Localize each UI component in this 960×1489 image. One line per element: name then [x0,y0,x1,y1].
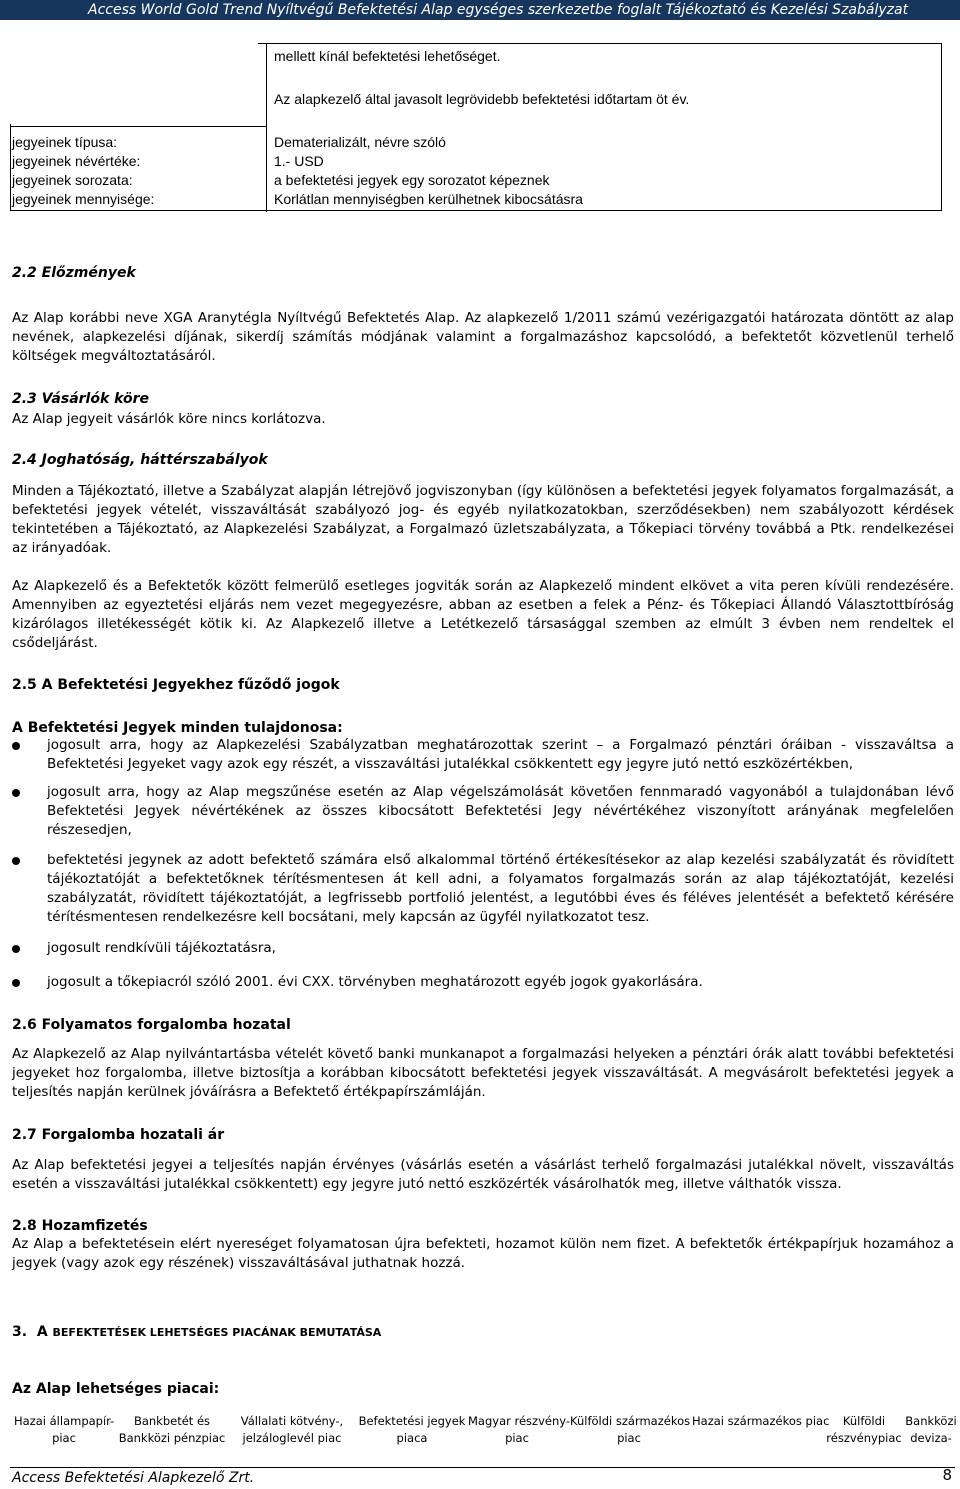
section-2-5-subheading: A Befektetési Jegyek minden tulajdonosa: [12,720,343,736]
market-item [468,1413,571,1447]
table-top-divider [266,44,267,126]
table-value-type: Dematerializált, névre szóló [274,134,446,150]
section-2-3-heading: 2.3 Vásárlók köre [12,391,149,407]
section-2-3-paragraph: Az Alap jegyeit vásárlók köre nincs korlátozva. [12,411,326,427]
market-line-1: Külföldi [842,1414,886,1428]
section-2-6-heading: 2.6 Folyamatos forgalomba hozatal [12,1017,291,1033]
section-3-heading [12,1323,381,1342]
bullet-dot [12,789,20,797]
market-item [118,1413,226,1447]
rights-item-5: jogosult a tőkepiacról szóló 2001. évi CXX. törvényben meghatározott egyéb jogok gyakorlására. [47,974,703,990]
section-2-7-paragraph: Az Alap befektetési jegyei a teljesítés napján érvényes (vásárlás esetén a vásárlást terhelő forgalmazási jutalékkal növelt, visszaváltás esetén a visszaváltási jutalékkal csökkentett) egy jegyre jutó nettó eszközérték vásárolhatók meg, illetve válthatók vissza. [12,1157,954,1192]
market-line-1: Bankbetét és [133,1414,211,1428]
table-top-left-mask [8,40,258,124]
rights-item-4: jogosult rendkívüli tájékoztatásra, [47,940,276,956]
page-number: 8 [942,1466,952,1484]
table-row-top-1: mellett kínál befektetési lehetőséget. [274,48,501,64]
market-line-2: piac [505,1431,529,1445]
market-line-2: részvénypiac [826,1431,902,1445]
table-label-quantity: jegyeinek mennyisége: [12,191,155,207]
section-2-6-paragraph: Az Alapkezelő az Alap nyilvántartásba vételét követő banki munkanapot a forgalmazási helyeken a pénztári órák alatt további befektetési jegyeket hoz forgalomba, illetve biztosítja a korábban kibocsátott befektetési jegyek visszaváltását. A megvásárolt befektetési jegyek a teljesítés napján kerülnek jóváírásra a Befektető értékpapírszámláján. [12,1046,954,1100]
market-line-2: piaca [396,1431,428,1445]
market-item [570,1413,691,1447]
market-line-2: Bankközi pénzpiac [118,1431,226,1445]
section-2-4-paragraph-1: Minden a Tájékoztató, illetve a Szabályzat alapján létrejövő jogviszonyban (így különösen a befektetési jegyek folyamatos forgalmazását, a befektetési jegyek vételét, visszaváltását szabályozó jog- és egyéb nyilatkozatokban, szerződésekben) nem szabályozott kérdések tekintetében a Tájékoztató, az Alapkezelési Szabályzat, a Forgalmazó üzletszabályzata, a Tőkepiaci törvény továbbá a Ptk. rendelkezései az irányadóak. [12,483,954,556]
markets-row [0,1413,960,1447]
rights-item-2: jogosult arra, hogy az Alap megszűnése esetén az Alap végelszámolását követően fennmaradó vagyonából a tulajdonában lévő Befektetési Jegyek névértékének az összes kibocsátott Befektetési Jegy névértékéhez viszonyított arányának megfelelően részesedjen, [47,784,954,838]
footer-company: Access Befektetési Alapkezelő Zrt. [12,1470,255,1486]
table-row-top-2: Az alapkezelő által javasolt legrövidebb befektetési időtartam öt év. [274,91,690,107]
rights-item-1: jogosult arra, hogy az Alapkezelési Szabályzatban meghatározottak szerint – a Forgalmazó pénztári óráiban - visszaváltsa a Befektetési Jegyeket vagy azok egy részét, a visszaváltási jutalékkal csökkentett egy jegyre jutó nettó eszközértékben, [47,737,954,772]
section-3-first-letter: A [36,1324,48,1340]
footer-divider [10,1467,955,1468]
market-line-2: jelzáloglevél piac [242,1431,342,1445]
rights-item-3: befektetési jegynek az adott befektető számára első alkalommal történő értékesítésekor az alap kezelési szabályzatát és rövidített tájékoztatóját a befektetőknek térítésmentesen át kell adni, a folyamatos forgalmazás során az alap tájékoztatóját, kezelési szabályzatát, rövidített tájékoztatóját, a legfrissebb portfolió jelentést, a legutóbbi éves és féléves jelentését a befektető kérésére térítésmentesen rendelkezésre kell bocsátani, mely kapcsán az ügyfél nyilatkozatot tesz. [47,852,954,925]
table-divider [266,126,267,212]
section-3-title: BEFEKTETÉSEK LEHETSÉGES PIACÁNAK BEMUTATÁSA [52,1326,382,1339]
document-header: Access World Gold Trend Nyíltvégű Befektetési Alap egységes szerkezetbe foglalt Tájékoztató és Kezelési Szabályzat [0,0,960,20]
market-line-1: Külföldi származékos [570,1414,691,1428]
section-2-8-paragraph: Az Alap a befektetésein elért nyereséget folyamatosan újra befekteti, hozamot külön nem fizet. A befektetők értékpapírjuk hozamához a jegyek (vagy azok egy részének) visszaváltásával juthatnak hozzá. [12,1236,954,1271]
market-line-2: deviza- [910,1431,952,1445]
section-2-2-heading: 2.2 Előzmények [12,265,136,281]
market-item [236,1413,348,1447]
bullet-dot [12,945,20,953]
market-line-2: piac [52,1431,76,1445]
table-value-series: a befektetési jegyek egy sorozatot képeznek [274,172,550,188]
market-item [692,1413,830,1430]
table-row-separator [10,126,267,127]
table-label-type: jegyeinek típusa: [12,134,118,150]
market-line-1: Vállalati kötvény-, [240,1414,344,1428]
market-line-2: piac [617,1431,641,1445]
table-value-nominal: 1.- USD [274,153,324,169]
section-2-5-heading: 2.5 A Befektetési Jegyekhez fűződő jogok [12,677,340,693]
bullet-dot [12,979,20,987]
section-2-7-heading: 2.7 Forgalomba hozatali ár [12,1127,225,1143]
section-2-8-heading: 2.8 Hozamfizetés [12,1218,148,1234]
market-item [358,1413,466,1447]
section-2-2-paragraph: Az Alap korábbi neve XGA Aranytégla Nyíltvégű Befektetés Alap. Az alapkezelő 1/2011 számú vezérigazgatói határozata döntött az alap nevének, alapkezelési díjának, sikerdíj számítás módjának valamint a forgalmazáshoz kapcsolódó, a befektetőt közvetlenül terhelő költségek megváltoztatásáról. [12,310,954,364]
table-label-series: jegyeinek sorozata: [12,172,133,188]
market-line-1: Hazai állampapír- [14,1414,115,1428]
market-line-1: Bankközi [905,1414,957,1428]
market-line-1: Magyar részvény- [468,1414,571,1428]
market-line-1: Hazai származékos piac [692,1414,830,1428]
table-value-quantity: Korlátlan mennyiségben kerülhetnek kibocsátásra [274,191,583,207]
table-label-nominal: jegyeinek névértéke: [12,153,141,169]
market-line-1: Befektetési jegyek [358,1414,466,1428]
market-item [904,1413,958,1447]
markets-subheading: Az Alap lehetséges piacai: [12,1381,220,1397]
section-2-4-paragraph-2: Az Alapkezelő és a Befektetők között felmerülő esetleges jogviták során az Alapkezelő mindent elkövet a vita peren kívüli rendezésére. Amennyiben az egyeztetési eljárás nem vezet megegyezésre, abban az esetben a felek a Pénz- és Tőkepiaci Állandó Választottbíróság kizárólagos illetékességét kötik ki. Az Alapkezelő illetve a Letétkezelő társasággal szemben az elmúlt 3 évben nem rendeltek el csődeljárást. [12,578,954,651]
section-3-number: 3. [12,1324,28,1340]
section-2-4-heading: 2.4 Joghatóság, háttérszabályok [12,452,268,468]
market-item [14,1413,114,1447]
bullet-dot [12,742,20,750]
market-item [824,1413,904,1447]
bullet-dot [12,857,20,865]
